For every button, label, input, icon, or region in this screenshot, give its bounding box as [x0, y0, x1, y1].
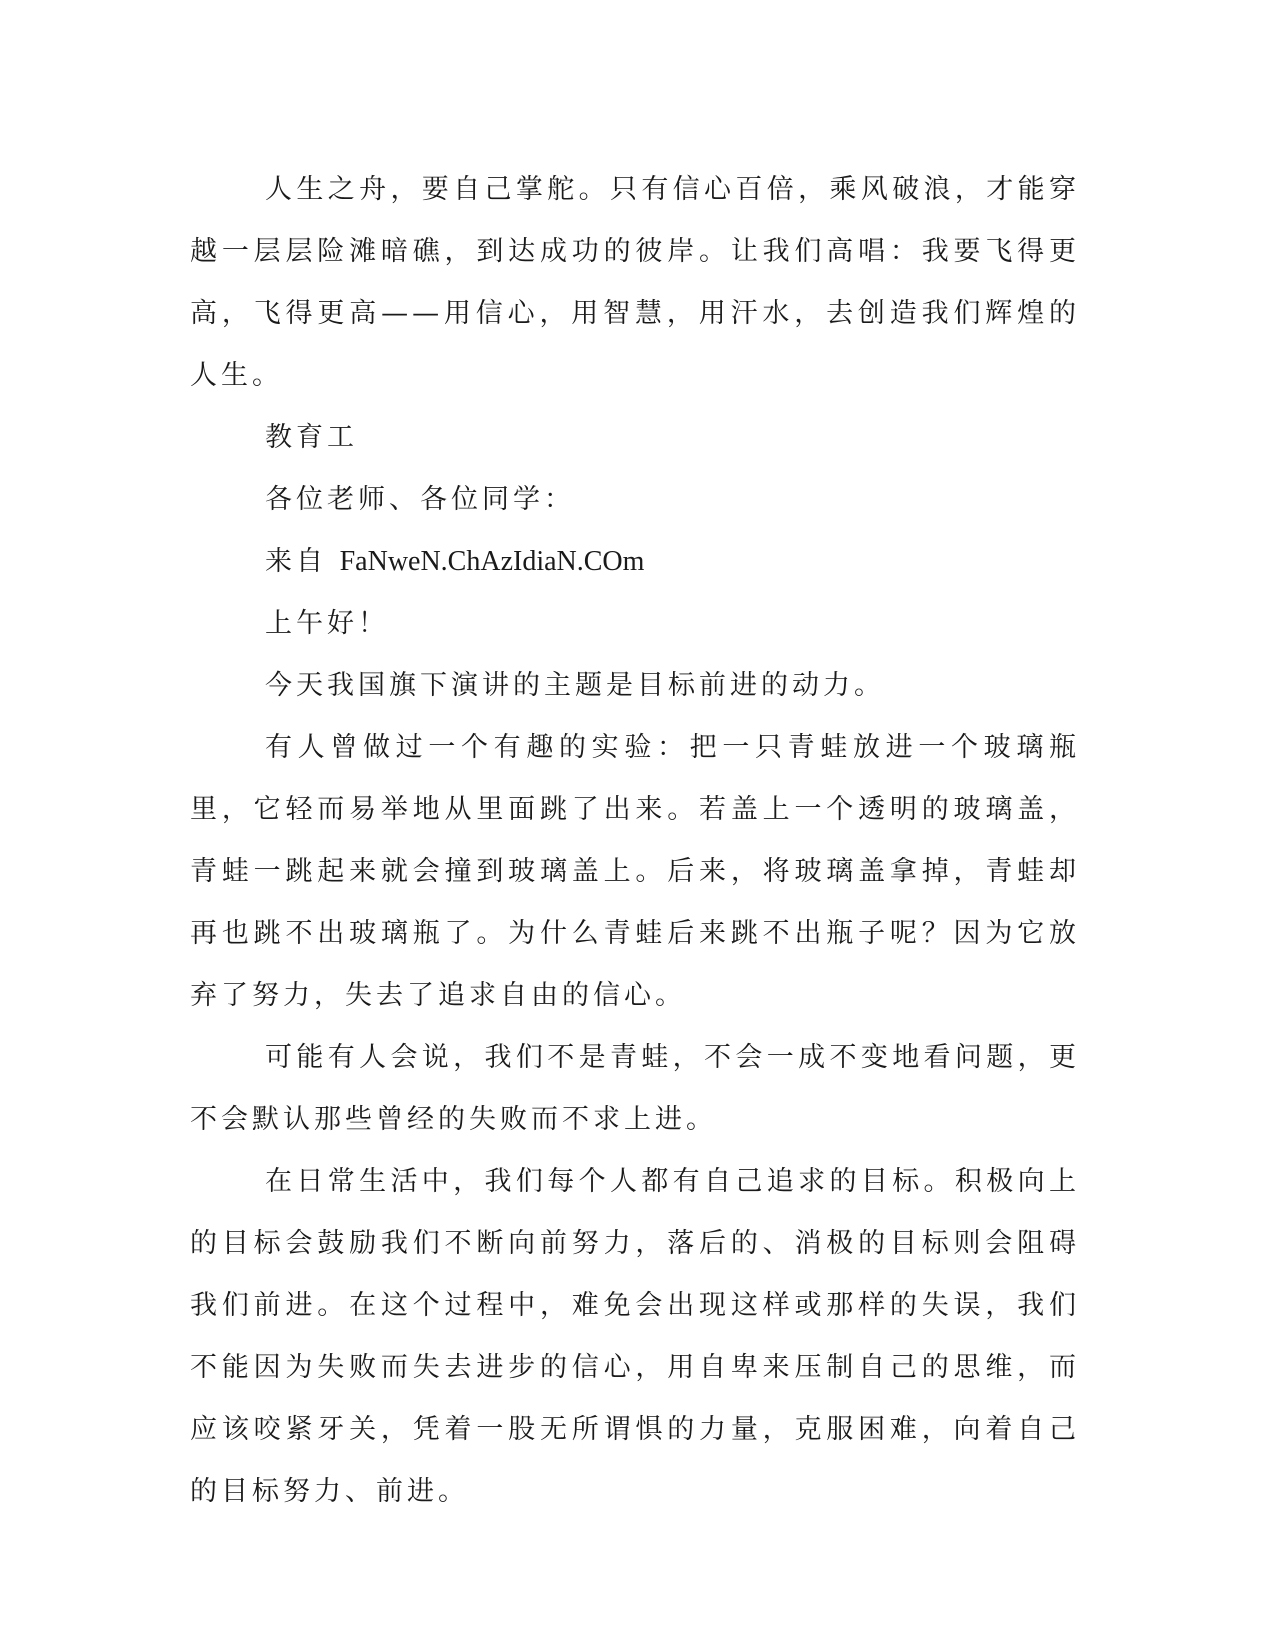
paragraph-intro: 人生之舟，要自己掌舵。只有信心百倍，乘风破浪，才能穿越一层层险滩暗礁，到达成功的彼岸。让我们高唱：我要飞得更高，飞得更高——用信心，用智慧，用汗水，去创造我们辉煌的人生。 — [190, 174, 1080, 391]
paragraph-good-morning: 上午好！ — [265, 608, 389, 639]
source-prefix: 来自 — [265, 546, 327, 577]
source-site: FaNweN.ChAzIdiaN.COm — [339, 546, 645, 577]
paragraph-heading-fragment: 教育工 — [265, 422, 358, 453]
document-body — [190, 159, 1080, 1523]
paragraph-frog-experiment: 有人曾做过一个有趣的实验：把一只青蛙放进一个玻璃瓶里，它轻而易举地从里面跳了出来。若盖上一个透明的玻璃盖，青蛙一跳起来就会撞到玻璃盖上。后来，将玻璃盖拿掉，青蛙却再也跳不出玻璃瓶了。为什么青蛙后来跳不出瓶子呢？因为它放弃了努力，失去了追求自由的信心。 — [190, 732, 1080, 1011]
paragraph-topic: 今天我国旗下演讲的主题是目标前进的动力。 — [265, 670, 885, 701]
paragraph-source-line — [190, 531, 1080, 593]
paragraph-not-frogs: 可能有人会说，我们不是青蛙，不会一成不变地看问题，更不会默认那些曾经的失败而不求上进。 — [190, 1042, 1080, 1135]
paragraph-daily-goals: 在日常生活中，我们每个人都有自己追求的目标。积极向上的目标会鼓励我们不断向前努力，落后的、消极的目标则会阻碍我们前进。在这个过程中，难免会出现这样或那样的失误，我们不能因为失败而失去进步的信心，用自卑来压制自己的思维，而应该咬紧牙关，凭着一股无所谓惧的力量，克服困难，向着自己的目标努力、前进。 — [190, 1166, 1080, 1507]
paragraph-greeting-audience: 各位老师、各位同学： — [265, 484, 575, 515]
